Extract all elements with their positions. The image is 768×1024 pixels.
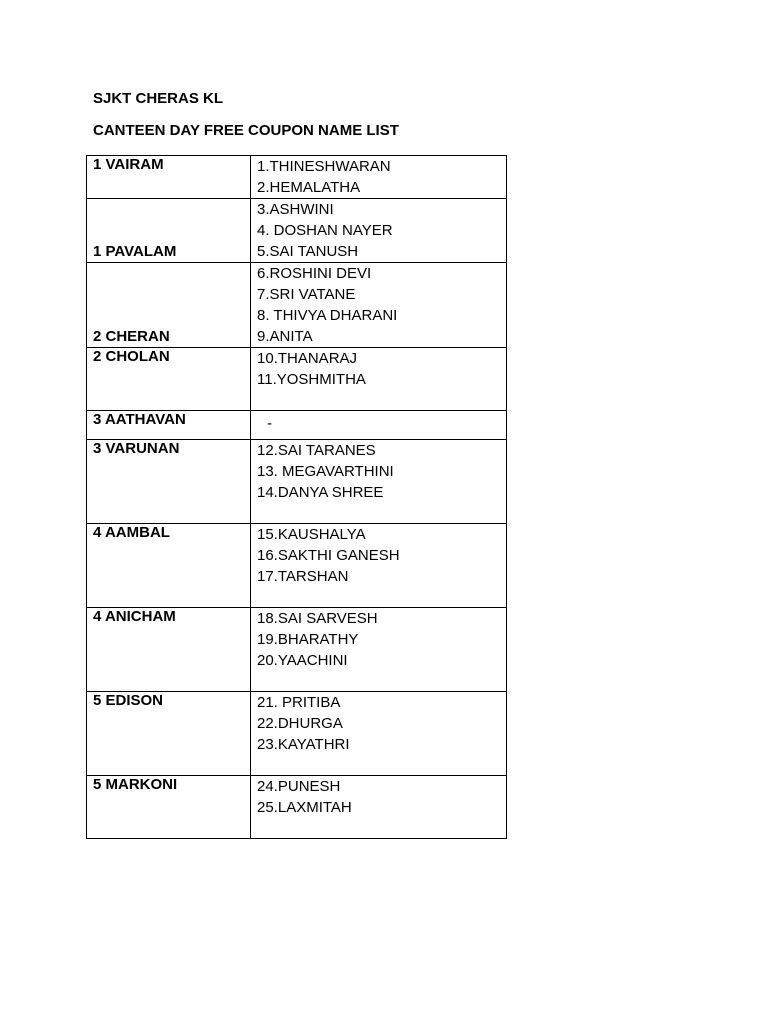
class-cell: 4 AAMBAL: [87, 524, 251, 608]
names-cell: [251, 348, 507, 411]
student-name: 23.KAYATHRI: [257, 736, 350, 753]
table-row: [87, 263, 507, 348]
student-name: 14.DANYA SHREE: [257, 484, 384, 501]
student-name: 13. MEGAVARTHINI: [257, 463, 394, 480]
names-cell: [251, 608, 507, 692]
table-row: [87, 608, 507, 692]
student-name: 9.ANITA: [257, 328, 313, 345]
table-row: [87, 776, 507, 839]
class-cell: 5 MARKONI: [87, 776, 251, 839]
student-name: 17.TARSHAN: [257, 568, 349, 585]
table-row: [87, 348, 507, 411]
student-name: 22.DHURGA: [257, 715, 343, 732]
student-name: 4. DOSHAN NAYER: [257, 222, 393, 239]
school-name: SJKT CHERAS KL: [93, 90, 224, 107]
student-name: 24.PUNESH: [257, 778, 341, 795]
class-cell: 3 VARUNAN: [87, 440, 251, 524]
student-name: 25.LAXMITAH: [257, 799, 352, 816]
class-cell: 3 AATHAVAN: [87, 411, 251, 440]
student-name: 11.YOSHMITHA: [257, 371, 366, 388]
student-name: 6.ROSHINI DEVI: [257, 265, 372, 282]
student-name: 5.SAI TANUSH: [257, 243, 359, 260]
names-cell: [251, 156, 507, 199]
student-name: 2.HEMALATHA: [257, 179, 361, 196]
names-cell: [251, 263, 507, 348]
table-row: [87, 524, 507, 608]
student-name: 20.YAACHINI: [257, 652, 348, 669]
student-name: 10.THANARAJ: [257, 350, 358, 367]
student-name: -: [267, 415, 272, 432]
student-name: 16.SAKTHI GANESH: [257, 547, 400, 564]
student-name: 15.KAUSHALYA: [257, 526, 366, 543]
student-name: 18.SAI SARVESH: [257, 610, 378, 627]
student-name: 1.THINESHWARAN: [257, 158, 391, 175]
names-cell: [251, 440, 507, 524]
names-cell: [251, 692, 507, 776]
student-name: 21. PRITIBA: [257, 694, 341, 711]
table-row: [87, 156, 507, 199]
class-cell: 4 ANICHAM: [87, 608, 251, 692]
names-cell: [251, 524, 507, 608]
class-cell: 2 CHOLAN: [87, 348, 251, 411]
student-name: 12.SAI TARANES: [257, 442, 376, 459]
student-name: 8. THIVYA DHARANI: [257, 307, 398, 324]
coupon-name-table: [86, 155, 507, 839]
class-cell: 1 VAIRAM: [87, 156, 251, 199]
class-cell: 2 CHERAN: [87, 263, 251, 348]
table-row: [87, 411, 507, 440]
table-row: [87, 692, 507, 776]
names-cell: [251, 199, 507, 263]
class-cell: 5 EDISON: [87, 692, 251, 776]
table-row: [87, 440, 507, 524]
student-name: 3.ASHWINI: [257, 201, 334, 218]
names-cell: [251, 776, 507, 839]
class-cell: 1 PAVALAM: [87, 199, 251, 263]
student-name: 19.BHARATHY: [257, 631, 359, 648]
page-title: CANTEEN DAY FREE COUPON NAME LIST: [93, 122, 399, 139]
student-name: 7.SRI VATANE: [257, 286, 356, 303]
names-cell: [251, 411, 507, 440]
table-row: [87, 199, 507, 263]
